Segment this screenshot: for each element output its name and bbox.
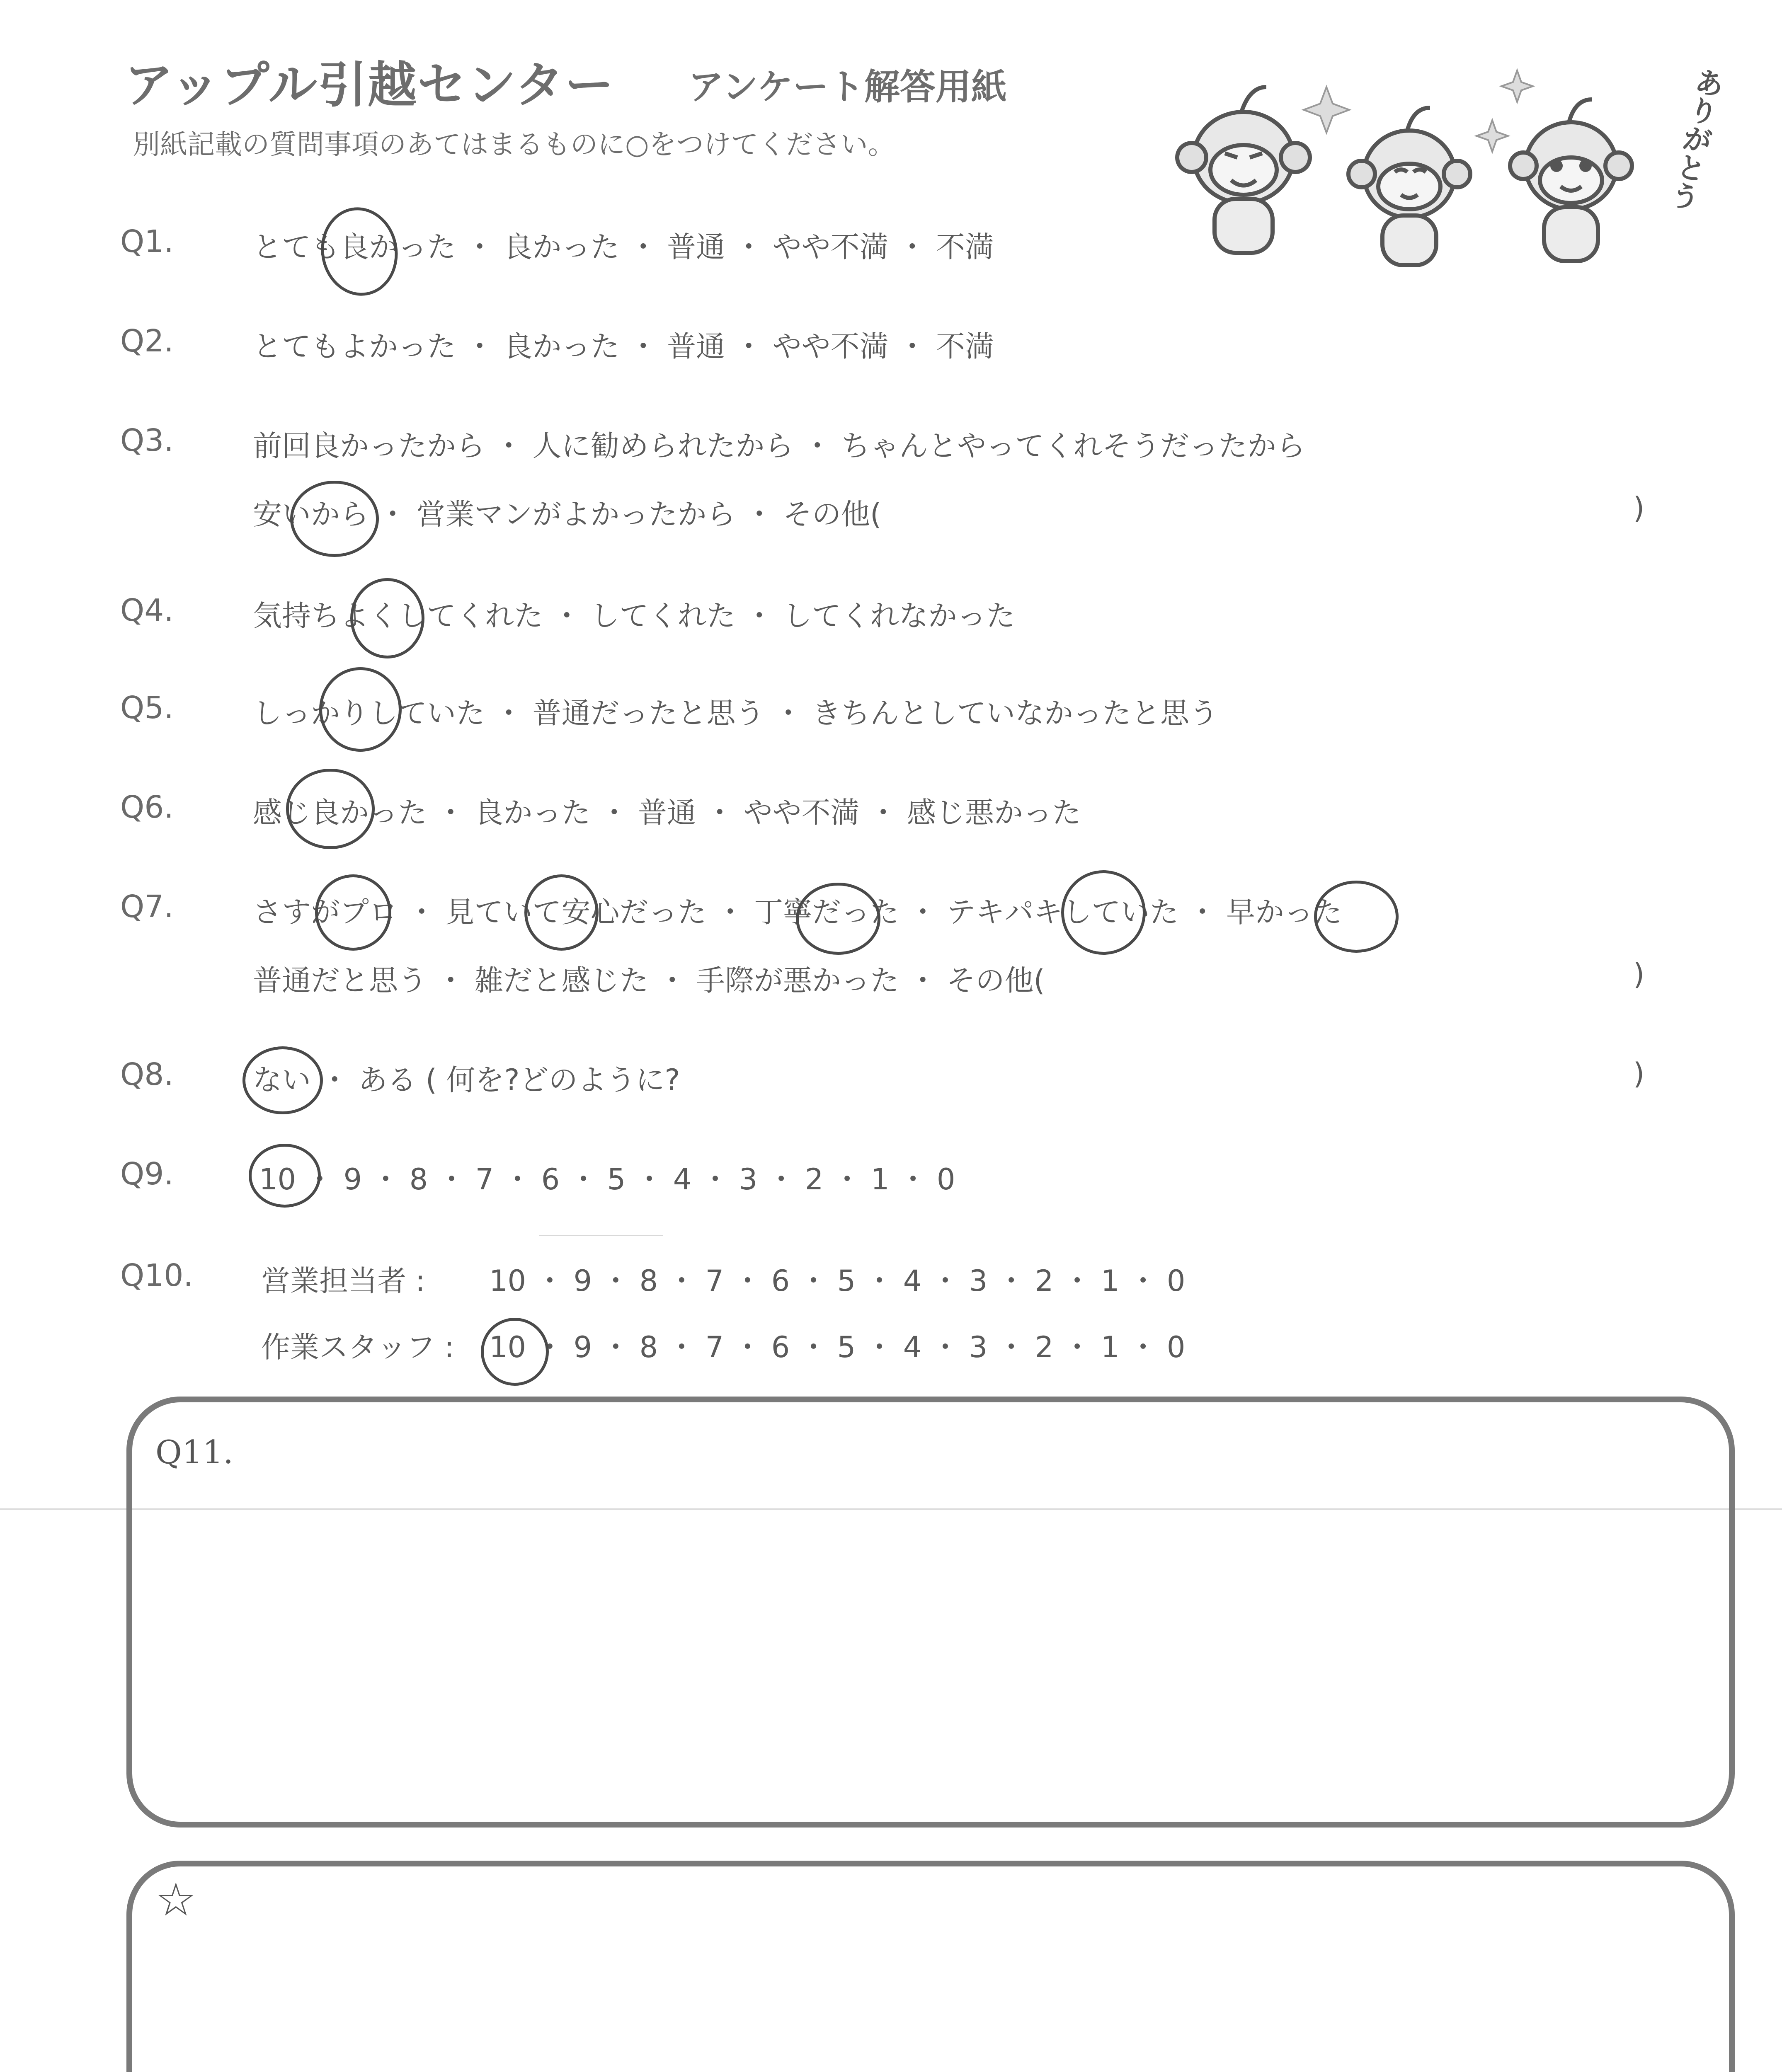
q10-sales-scale: 10 ・ 9 ・ 8 ・ 7 ・ 6 ・ 5 ・ 4 ・ 3 ・ 2 ・ 1 ・ 0 (489, 1264, 1186, 1298)
q9-scale: 10 ・ 9 ・ 8 ・ 7 ・ 6 ・ 5 ・ 4 ・ 3 ・ 2 ・ 1 ・ 0 (259, 1162, 955, 1196)
q10-number: Q10. (120, 1258, 193, 1293)
star-label: ☆ (155, 1873, 196, 1926)
q3-options-line1: 前回良かったから ・ 人に勧められたから ・ ちゃんとやってくれそうだったから (253, 429, 1306, 463)
q10-staff-scale: 10 ・ 9 ・ 8 ・ 7 ・ 6 ・ 5 ・ 4 ・ 3 ・ 2 ・ 1 ・ 0 (489, 1330, 1186, 1364)
answer-circle (286, 769, 375, 849)
q7-close-paren: ) (1633, 957, 1645, 991)
answer-circle (524, 874, 599, 951)
q5-options: しっかりしていた ・ 普通だったと思う ・ きちんとしていなかったと思う (253, 696, 1219, 730)
form-title: アップル引越センター (124, 56, 615, 114)
q9-number: Q9. (120, 1156, 174, 1192)
answer-circle (319, 667, 402, 752)
q5-number: Q5. (120, 690, 174, 726)
q6-options: 感じ良かった ・ 良かった ・ 普通 ・ やや不満 ・ 感じ悪かった (253, 796, 1081, 830)
answer-circle (242, 1046, 323, 1114)
q11-label: Q11. (155, 1434, 233, 1471)
q6-number: Q6. (120, 789, 174, 825)
form-subtitle: アンケート解答用紙 (688, 66, 1007, 108)
q4-number: Q4. (120, 593, 174, 628)
q1-options: とても良かった ・ 良かった ・ 普通 ・ やや不満 ・ 不満 (253, 230, 994, 264)
answer-circle (315, 874, 391, 951)
answer-circle (350, 578, 424, 658)
monkey-mascots-illustration (1152, 62, 1708, 278)
q8-options: ない ・ ある ( 何を?どのように? (253, 1063, 680, 1097)
q4-options: 気持ちよくしてくれた ・ してくれた ・ してくれなかった (253, 599, 1016, 633)
answer-circle (481, 1318, 549, 1386)
q3-number: Q3. (120, 423, 174, 458)
answer-circle (314, 201, 405, 302)
answer-circle (249, 1144, 321, 1208)
q2-options: とてもよかった ・ 良かった ・ 普通 ・ やや不満 ・ 不満 (253, 329, 994, 363)
q7-options-line1: さすがプロ ・ 見ていて安心だった ・ 丁寧だった ・ テキパキしていた ・ 早かった (253, 895, 1343, 929)
q2-number: Q2. (120, 323, 174, 359)
q3-close-paren: ) (1633, 491, 1645, 525)
q1-number: Q1. (120, 224, 174, 259)
form-instruction: 別紙記載の質問事項のあてはまるものに○をつけてください。 (133, 128, 895, 160)
q10-staff-label: 作業スタッフ : (261, 1330, 454, 1364)
q8-number: Q8. (120, 1057, 174, 1092)
q7-options-line2: 普通だと思う ・ 雑だと感じた ・ 手際が悪かった ・ その他( (253, 963, 1045, 997)
answer-circle (796, 883, 880, 955)
q7-number: Q7. (120, 889, 174, 925)
answer-circle (290, 481, 379, 557)
star-comment-box[interactable] (126, 1861, 1735, 2072)
answer-circle (1314, 881, 1399, 953)
q3-options-line2: 安いから ・ 営業マンがよかったから ・ その他( (253, 497, 882, 531)
q10-sales-label: 営業担当者 : (261, 1264, 425, 1298)
answer-circle (1061, 870, 1146, 955)
scan-line (539, 1235, 663, 1236)
thanks-text: ありがとう (1663, 64, 1727, 213)
q8-close-paren: ) (1633, 1057, 1645, 1091)
q11-comment-box[interactable] (126, 1397, 1735, 1828)
